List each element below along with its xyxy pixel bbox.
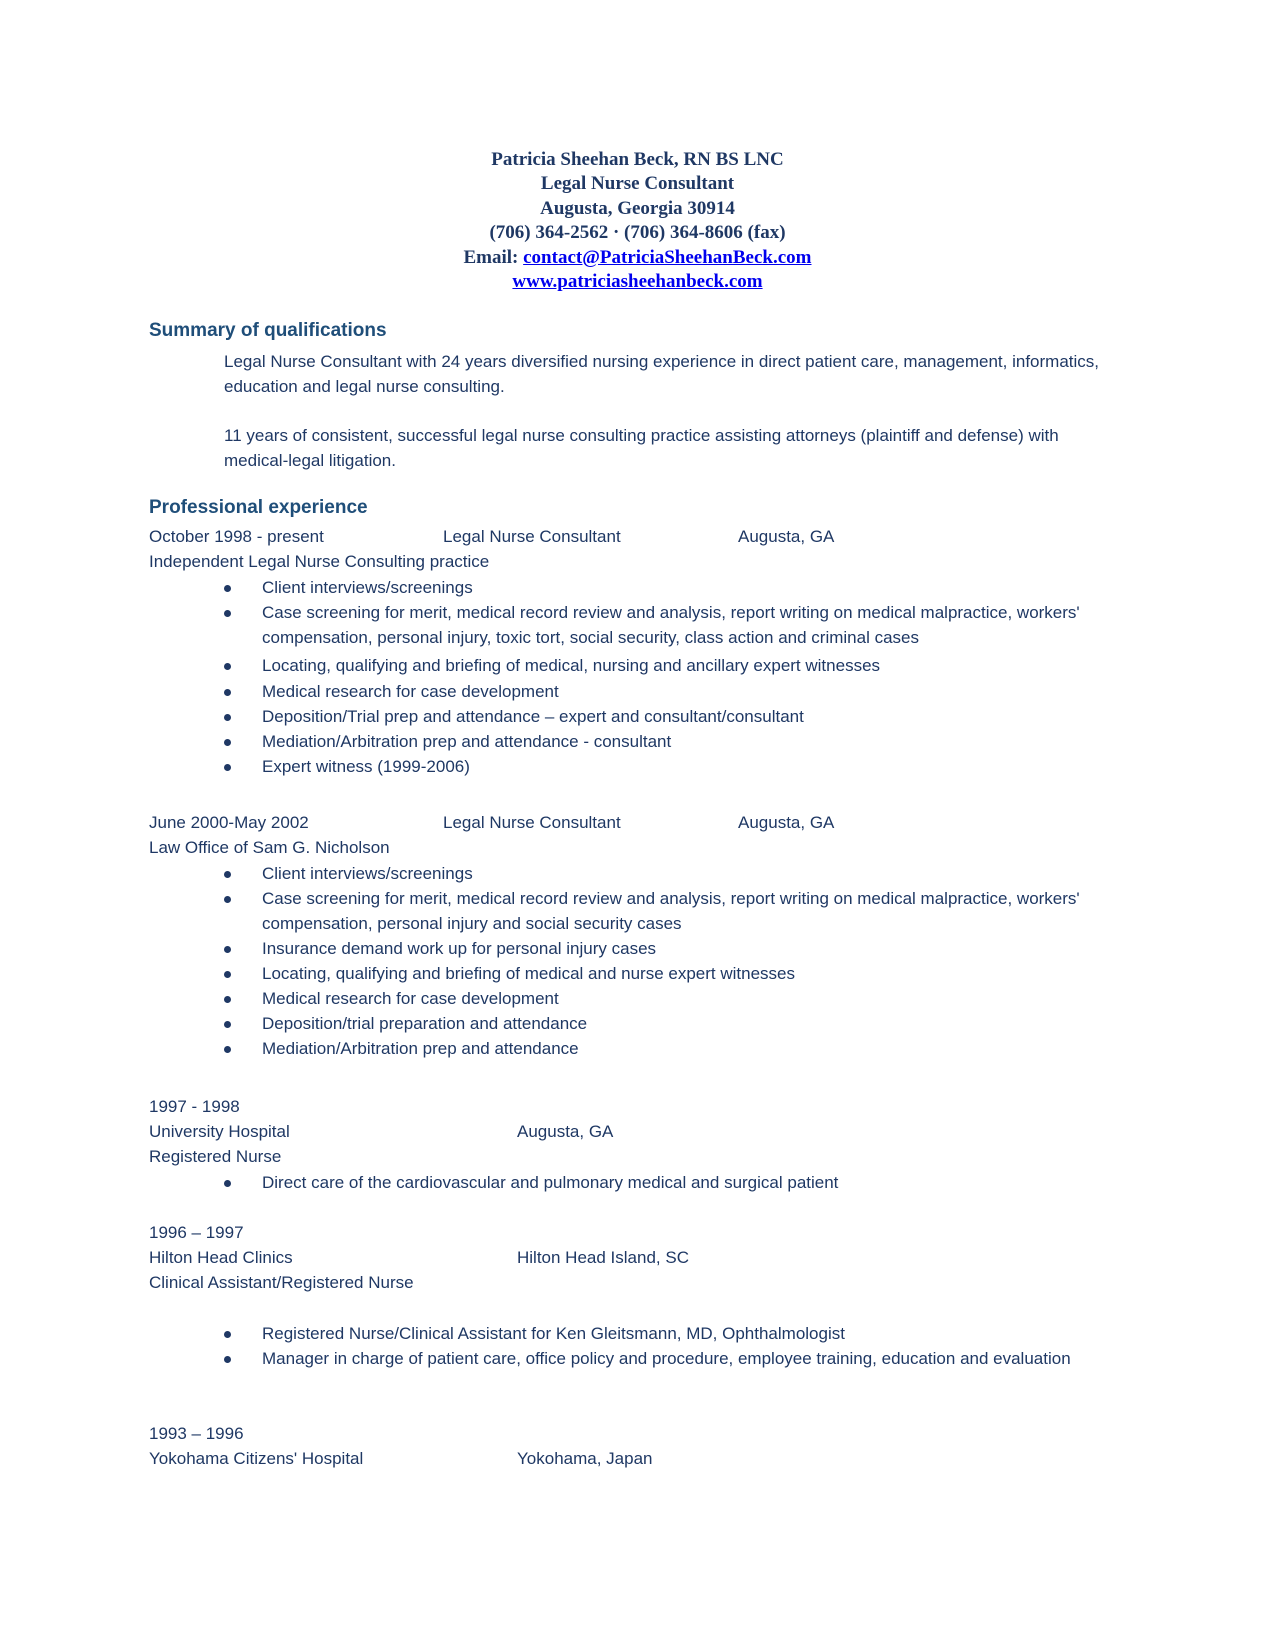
- contact-header: [0, 148, 1275, 294]
- bullet-icon: [224, 689, 231, 696]
- website-link[interactable]: www.patriciasheehanbeck.com: [512, 271, 763, 293]
- summary-paragraph-2: 11 years of consistent, successful legal nurse consulting practice assisting attorneys (plaintiff and defense) with medical-legal litigation.: [224, 426, 1059, 470]
- email-label: Email:: [463, 246, 524, 268]
- duty-text: Locating, qualifying and briefing of medical, nursing and ancillary expert witnesses: [262, 656, 881, 675]
- list-item: [0, 961, 1102, 986]
- duty-text: Direct care of the cardiovascular and pulmonary medical and surgical patient: [262, 1173, 839, 1192]
- duty-text: Client interviews/screenings: [262, 578, 473, 597]
- list-item: [0, 1170, 1102, 1195]
- job-dates: October 1998 - present: [149, 527, 324, 546]
- summary-paragraph-1: Legal Nurse Consultant with 24 years diversified nursing experience in direct patient care, management, informatics, education and legal nurse consulting.: [224, 352, 1100, 396]
- list-item: [0, 704, 1102, 729]
- experience-heading: Professional experience: [149, 497, 368, 518]
- bullet-icon: [224, 971, 231, 978]
- job-dates: 1996 – 1997: [149, 1223, 244, 1242]
- job-duties-list: [0, 1321, 1102, 1371]
- bullet-icon: [224, 1356, 231, 1363]
- duty-text: Manager in charge of patient care, office policy and procedure, employee training, education and evaluation: [262, 1349, 1071, 1368]
- list-item: [0, 886, 1102, 936]
- list-item: [0, 1346, 1102, 1371]
- bullet-icon: [224, 1180, 231, 1187]
- candidate-phone: (706) 364-2562 · (706) 364-8606 (fax): [489, 222, 786, 244]
- summary-heading: Summary of qualifications: [149, 320, 387, 341]
- job-location: Hilton Head Island, SC: [517, 1248, 689, 1267]
- duty-text: Mediation/Arbitration prep and attendance - consultant: [262, 732, 672, 751]
- bullet-icon: [224, 739, 231, 746]
- duty-text: Deposition/Trial prep and attendance – expert and consultant/consultant: [262, 707, 804, 726]
- list-item: [0, 679, 1102, 704]
- duty-text: Insurance demand work up for personal injury cases: [262, 939, 657, 958]
- list-item: [0, 986, 1102, 1011]
- list-item: [0, 936, 1102, 961]
- duty-text: Mediation/Arbitration prep and attendance: [262, 1039, 579, 1058]
- list-item: [0, 600, 1102, 650]
- bullet-icon: [224, 1021, 231, 1028]
- duty-text: Registered Nurse/Clinical Assistant for Ken Gleitsmann, MD, Ophthalmologist: [262, 1324, 845, 1343]
- job-employer: University Hospital: [149, 1122, 290, 1141]
- duty-text: Case screening for merit, medical record review and analysis, report writing on medical malpractice, workers' compensation, personal injury, toxic tort, social security, class action and criminal cases: [262, 603, 1080, 647]
- job-employer: Hilton Head Clinics: [149, 1248, 293, 1267]
- job-duties-list: [0, 861, 1102, 1061]
- list-item: [0, 754, 1102, 779]
- list-item: [0, 861, 1102, 886]
- candidate-title: Legal Nurse Consultant: [540, 173, 735, 195]
- email-line: [0, 246, 1275, 270]
- list-item: [0, 653, 1102, 678]
- duty-text: Medical research for case development: [262, 682, 559, 701]
- duty-text: Locating, qualifying and briefing of medical and nurse expert witnesses: [262, 964, 795, 983]
- bullet-icon: [224, 946, 231, 953]
- job-location: Yokohama, Japan: [517, 1449, 653, 1468]
- bullet-icon: [224, 1331, 231, 1338]
- job-dates: 1993 – 1996: [149, 1424, 244, 1443]
- bullet-icon: [224, 610, 231, 617]
- list-item: [0, 729, 1102, 754]
- job-location: Augusta, GA: [517, 1122, 614, 1141]
- duty-text: Client interviews/screenings: [262, 864, 473, 883]
- list-item: [0, 1036, 1102, 1061]
- job-role: Clinical Assistant/Registered Nurse: [149, 1273, 414, 1292]
- job-role: Registered Nurse: [149, 1147, 282, 1166]
- job-role: Legal Nurse Consultant: [443, 527, 621, 546]
- bullet-icon: [224, 714, 231, 721]
- job-dates: June 2000-May 2002: [149, 813, 309, 832]
- job-role: Legal Nurse Consultant: [443, 813, 621, 832]
- bullet-icon: [224, 663, 231, 670]
- duty-text: Expert witness (1999-2006): [262, 757, 470, 776]
- job-dates: 1997 - 1998: [149, 1097, 240, 1116]
- bullet-icon: [224, 871, 231, 878]
- job-duties-list: [0, 1170, 1102, 1195]
- job-employer: Law Office of Sam G. Nicholson: [149, 838, 390, 857]
- list-item: [0, 1011, 1102, 1036]
- job-employer: Yokohama Citizens' Hospital: [149, 1449, 364, 1468]
- bullet-icon: [224, 764, 231, 771]
- bullet-icon: [224, 896, 231, 903]
- duty-text: Deposition/trial preparation and attendance: [262, 1014, 588, 1033]
- job-location: Augusta, GA: [738, 527, 835, 546]
- website-line: [0, 270, 1275, 294]
- email-link[interactable]: contact@PatriciaSheehanBeck.com: [523, 246, 812, 268]
- bullet-icon: [224, 1046, 231, 1053]
- duty-text: Case screening for merit, medical record review and analysis, report writing on medical malpractice, workers' compensation, personal injury and social security cases: [262, 889, 1080, 933]
- list-item: [0, 1321, 1102, 1346]
- job-employer: Independent Legal Nurse Consulting practice: [149, 552, 490, 571]
- job-location: Augusta, GA: [738, 813, 835, 832]
- bullet-icon: [224, 585, 231, 592]
- duty-text: Medical research for case development: [262, 989, 559, 1008]
- candidate-name: Patricia Sheehan Beck, RN BS LNC: [491, 149, 784, 170]
- candidate-location: Augusta, Georgia 30914: [540, 197, 735, 219]
- job-duties-list: [0, 575, 1102, 779]
- bullet-icon: [224, 996, 231, 1003]
- list-item: [0, 575, 1102, 600]
